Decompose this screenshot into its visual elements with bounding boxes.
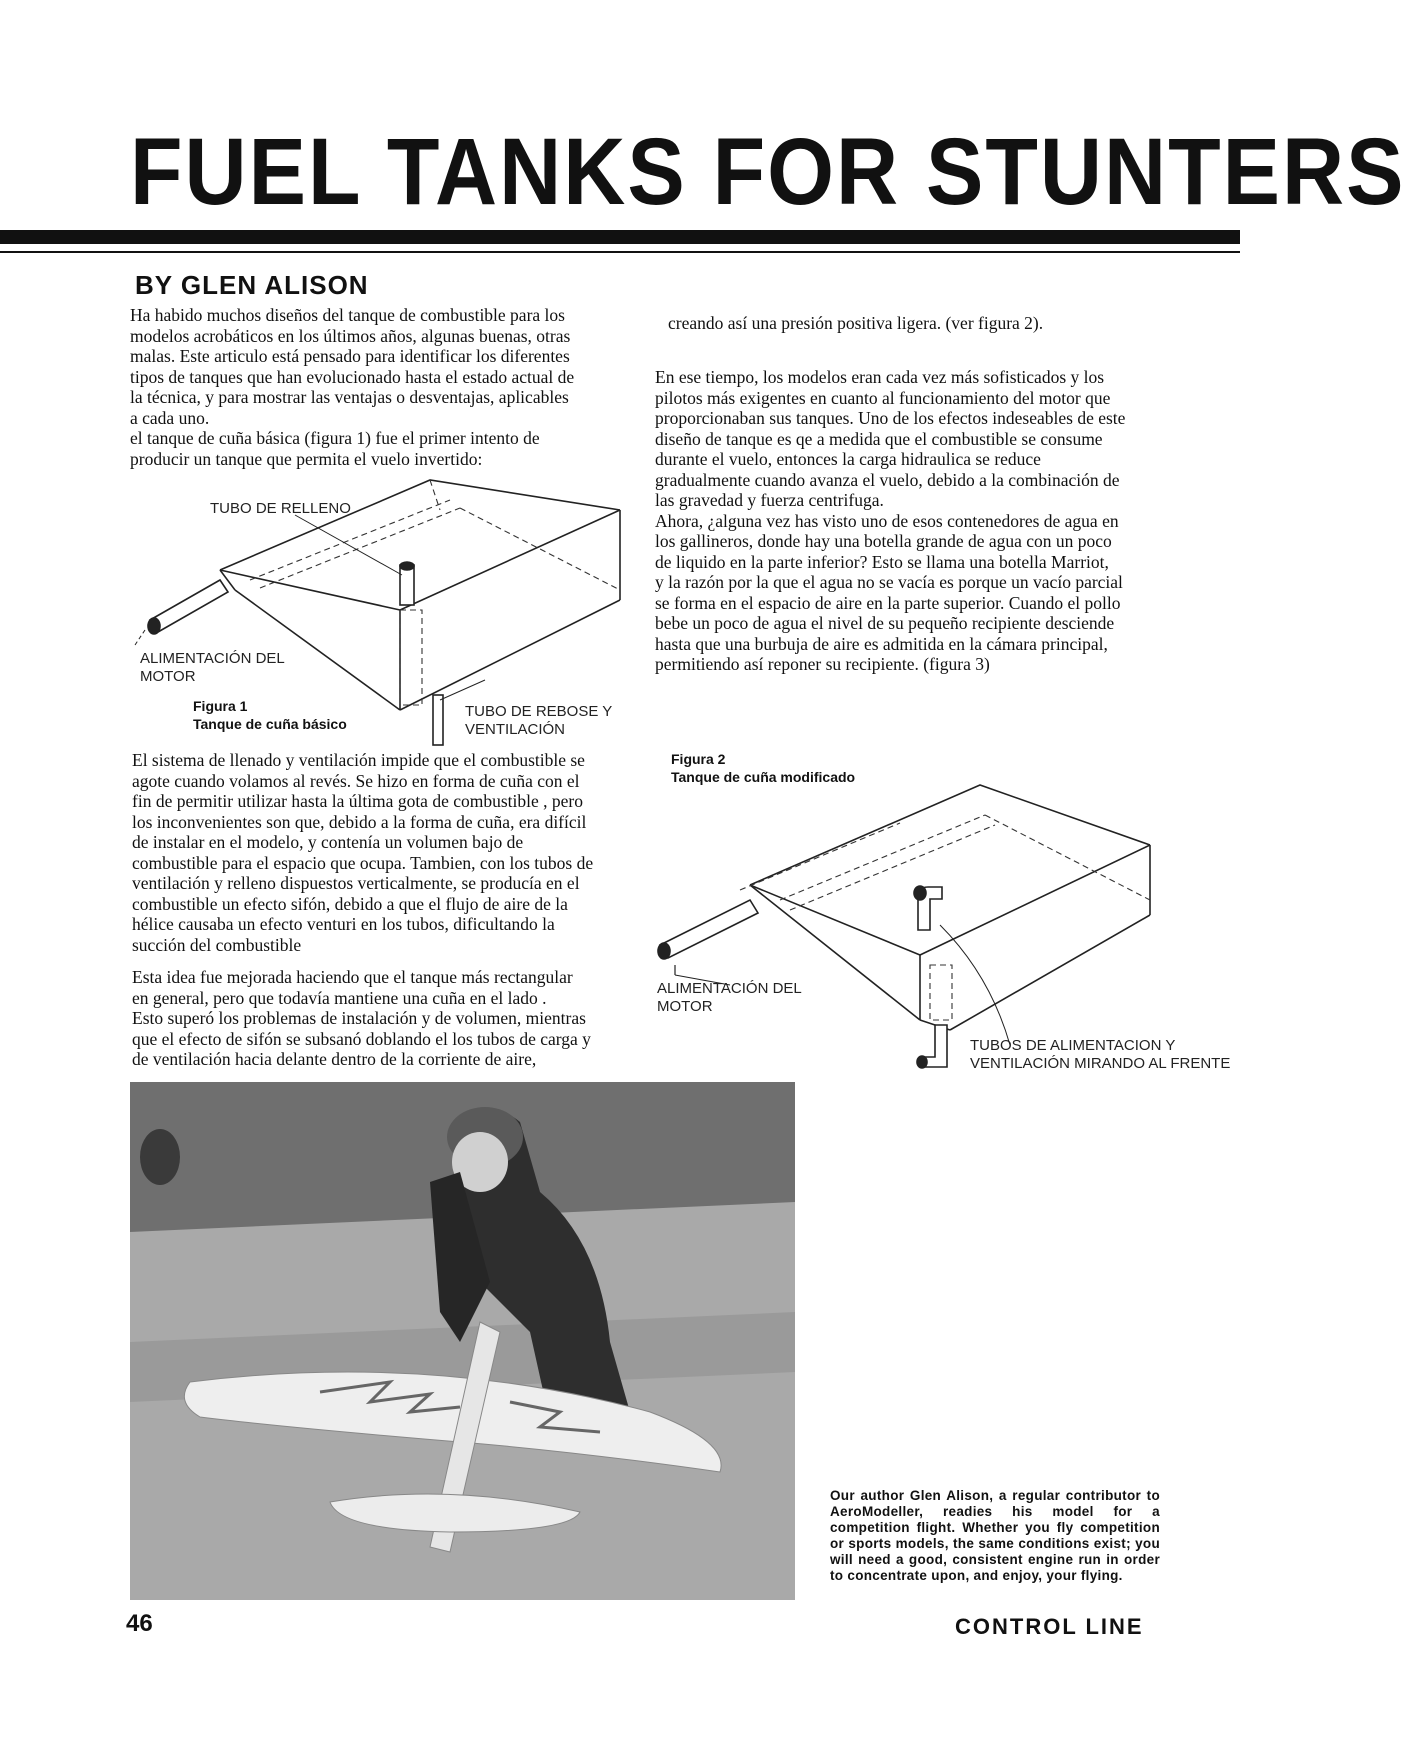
title-rule-thick bbox=[0, 230, 1240, 244]
text-line: Esta idea fue mejorada haciendo que el tanque más rectangular bbox=[132, 967, 573, 987]
text-line: proporcionaban sus tanques. Uno de los efectos indeseables de este bbox=[655, 408, 1126, 428]
right-para-2 bbox=[655, 367, 1190, 675]
text-line: combustible para el espacio que ocupa. Tambien, con los tubos de bbox=[132, 852, 594, 873]
text-line: En ese tiempo, los modelos eran cada vez más sofisticados y los bbox=[655, 367, 1105, 387]
fig2-label-tubes bbox=[970, 1037, 1230, 1073]
fig2-caption-title: Tanque de cuña modificado bbox=[671, 769, 856, 785]
text-line: agote cuando volamos al revés. Se hizo en forma de cuña con el bbox=[132, 770, 580, 791]
fig2-label-feed bbox=[657, 980, 802, 1016]
text-line: de liquido en la parte inferior? Esto se llama una botella Marriot, bbox=[655, 551, 1109, 572]
left-para-2 bbox=[132, 750, 632, 955]
label-line: MOTOR bbox=[140, 668, 196, 685]
text-line: creando así una presión positiva ligera. (ver figura 2). bbox=[668, 313, 1044, 333]
text-line: que el efecto de sifón se subsanó doblando el los tubos de carga y bbox=[132, 1028, 591, 1049]
fig1-label-fill: TUBO DE RELLENO bbox=[210, 500, 351, 517]
figure-2-diagram bbox=[650, 775, 1160, 1075]
text-line: Ha habido muchos diseños del tanque de combustible para los bbox=[130, 305, 565, 325]
label-line: TUBO DE REBOSE Y bbox=[465, 703, 613, 720]
fig1-label-overflow bbox=[465, 703, 612, 739]
fig1-caption bbox=[193, 697, 347, 733]
text-line: malas. Este articulo está pensado para identificar los diferentes bbox=[130, 346, 570, 366]
text-line: el tanque de cuña básica (figura 1) fue el primer intento de bbox=[130, 428, 540, 448]
fig1-caption-title: Tanque de cuña básico bbox=[193, 716, 347, 732]
fig2-caption-num: Figura 2 bbox=[671, 751, 726, 767]
label-line: VENTILACIÓN bbox=[465, 721, 566, 738]
label-line: MOTOR bbox=[657, 998, 713, 1015]
text-line: de instalar en el modelo, y contenía un volumen bajo de bbox=[132, 832, 524, 852]
text-line: de ventilación hacia delante dentro de la corriente de aire, bbox=[132, 1049, 537, 1069]
label-line: TUBOS DE ALIMENTACION Y bbox=[970, 1037, 1176, 1054]
text-line: Ahora, ¿alguna vez has visto uno de esos contenedores de agua en bbox=[655, 510, 1119, 531]
text-line: y la razón por la que el agua no se vacía es porque un vacío parcial bbox=[655, 572, 1123, 592]
label-line: ALIMENTACIÓN DEL bbox=[140, 650, 285, 667]
photo-illustration bbox=[130, 1082, 795, 1600]
text-line: El sistema de llenado y ventilación impide que el combustible se bbox=[132, 750, 585, 770]
text-line: fin de permitir utilizar hasta la última gota de combustible , pero bbox=[132, 791, 583, 811]
text-line: hasta que una burbuja de aire es admitida en la cámara principal, bbox=[655, 633, 1108, 654]
photo-author-with-model bbox=[130, 1082, 795, 1600]
text-line: modelos acrobáticos en los últimos años, algunas buenas, otras bbox=[130, 325, 571, 346]
text-line: succión del combustible bbox=[132, 934, 302, 955]
text-line: hélice causaba un efecto venturi en los tubos, dificultando la bbox=[132, 914, 555, 934]
page-number: 46 bbox=[126, 1610, 153, 1637]
text-line: ventilación y relleno dispuestos verticalmente, se producía en el bbox=[132, 873, 580, 893]
fig1-label-feed bbox=[140, 650, 285, 686]
text-line: la técnica, y para mostrar las ventajas o desventajas, aplicables bbox=[130, 387, 569, 407]
text-line: los gallineros, donde hay una botella grande de agua con un poco bbox=[655, 531, 1112, 551]
photo-caption: Our author Glen Alison, a regular contributor to AeroModeller, readies his model for a competition flight. Whether you fly competition or sports models, the same conditions exist; you will need a good, consistent engine run in order to concentrate upon, and enjoy, your flying. bbox=[830, 1488, 1160, 1583]
text-line: combustible un efecto sifón, debido a que el flujo de aire de la bbox=[132, 893, 568, 914]
label-line: VENTILACIÓN MIRANDO AL FRENTE bbox=[970, 1055, 1231, 1072]
text-line: pilotos más exigentes en cuanto al funcionamiento del motor que bbox=[655, 387, 1111, 408]
text-line: durante el vuelo, entonces la carga hidraulica se reduce bbox=[655, 449, 1041, 469]
label-line: ALIMENTACIÓN DEL bbox=[657, 980, 802, 997]
text-line: producir un tanque que permita el vuelo invertido: bbox=[130, 448, 483, 469]
left-para-3 bbox=[132, 967, 632, 1070]
fig1-caption-num: Figura 1 bbox=[193, 698, 248, 714]
right-para-1 bbox=[668, 313, 1188, 334]
text-line: bebe un poco de agua el nivel de su pequeño recipiente desciende bbox=[655, 613, 1115, 633]
text-line: permitiendo así reponer su recipiente. (figura 3) bbox=[655, 654, 990, 674]
text-line: a cada uno. bbox=[130, 407, 210, 428]
title-rule-thin bbox=[0, 251, 1240, 253]
byline: BY GLEN ALISON bbox=[135, 270, 369, 300]
text-line: Esto superó los problemas de instalación y de volumen, mientras bbox=[132, 1008, 586, 1028]
left-intro bbox=[130, 305, 630, 469]
text-line: diseño de tanque es qe a medida que el combustible se consume bbox=[655, 428, 1103, 449]
text-line: en general, pero que todavía mantiene una cuña en el lado . bbox=[132, 987, 547, 1008]
text-line: los inconvenientes son que, debido a la forma de cuña, era difícil bbox=[132, 811, 587, 832]
text-line: gradualmente cuando avanza el vuelo, debido a la combinación de bbox=[655, 469, 1120, 490]
section-label: CONTROL LINE bbox=[955, 1614, 1144, 1639]
text-line: se forma en el espacio de aire en la parte superior. Cuando el pollo bbox=[655, 592, 1121, 613]
article-title: FUEL TANKS FOR STUNTERS bbox=[130, 119, 1406, 226]
text-line: las gravedad y fuerza centrifuga. bbox=[655, 490, 884, 510]
text-line: tipos de tanques que han evolucionado hasta el estado actual de bbox=[130, 366, 575, 387]
